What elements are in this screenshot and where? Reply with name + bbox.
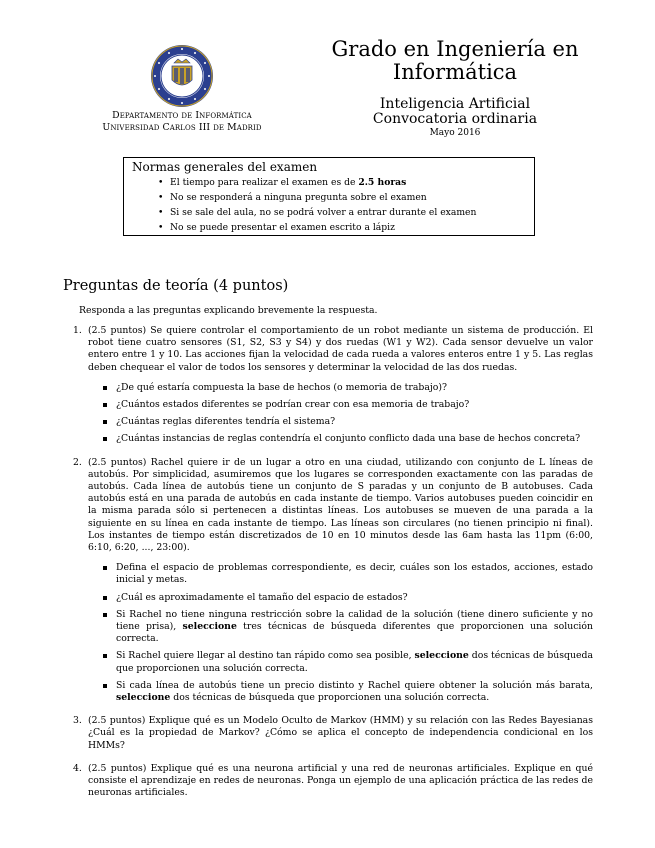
subquestion [102, 399, 593, 411]
question-text: (2.5 puntos) Explique qué es un Modelo Oculto de Markov (HMM) y su relación con las Redes Bayesianas ¿Cuál es la propiedad de Markov? ¿Cómo se aplica el concepto de independencia condicional en los HMMs? [88, 715, 593, 751]
square-bullet-icon [103, 420, 107, 424]
subquestion-text: ¿Cuántas reglas diferentes tendría el sistema? [116, 416, 336, 428]
rule-text: El tiempo para realizar el examen es de [170, 177, 359, 188]
subquestion-text: Si Rachel no tiene ninguna restricción sobre la calidad de la solución (tiene dinero suficiente y no tiene prisa), [116, 608, 593, 633]
rules-title: Normas generales del examen [132, 160, 318, 174]
subquestion-text: ¿Cuántas instancias de reglas contendría el conjunto conflicto dada una base de hechos concreta? [116, 433, 581, 445]
exam-type: Convocatoria ordinaria [372, 111, 538, 127]
section-title: Preguntas de teoría (4 puntos) [63, 278, 289, 294]
section-intro: Responda a las preguntas explicando brevemente la respuesta. [79, 305, 378, 316]
subquestion-list [102, 382, 593, 446]
subquestion [102, 562, 593, 586]
exam-date: Mayo 2016 [429, 128, 481, 138]
rule-item [158, 205, 526, 220]
subquestion-text: Si cada línea de autobús tiene un precio distinto y Rachel quiere obtener la solución más barata, [116, 679, 593, 691]
subquestion-emphasis: seleccione [414, 650, 469, 662]
rule-item [158, 175, 526, 190]
subquestion [102, 382, 593, 394]
rule-text: No se puede presentar el examen escrito a lápiz [170, 222, 395, 233]
exam-rules-box [123, 157, 535, 236]
square-bullet-icon [103, 684, 107, 688]
square-bullet-icon [103, 566, 107, 570]
square-bullet-icon [103, 437, 107, 441]
square-bullet-icon [103, 654, 107, 658]
course-block [330, 97, 580, 127]
subquestion [102, 433, 593, 445]
university-name: Universidad Carlos III de Madrid [102, 122, 262, 133]
rule-text: Si se sale del aula, no se podrá volver a entrar durante el examen [170, 207, 477, 218]
question-number: 4. [73, 762, 82, 774]
question-4 [63, 763, 593, 800]
course-name: Inteligencia Artificial [379, 96, 531, 112]
subquestion-text: dos técnicas de búsqueda que proporcionen una solución correcta. [116, 650, 593, 674]
department-name: Departamento de Informática [112, 110, 252, 121]
subquestion-text: Defina el espacio de problemas correspondiente, es decir, cuáles son los estados, acciones, estado inicial y metas. [116, 562, 593, 586]
subquestion-text: ¿De qué estaría compuesta la base de hechos (o memoria de trabajo)? [116, 381, 447, 393]
rule-item [158, 190, 526, 205]
question-2 [63, 457, 593, 705]
subquestion-text: ¿Cuál es aproximadamente el tamaño del espacio de estados? [116, 591, 408, 603]
question-1 [63, 325, 593, 446]
square-bullet-icon [103, 613, 107, 617]
square-bullet-icon [103, 596, 107, 600]
subquestion [102, 416, 593, 428]
question-text: (2.5 puntos) Explique qué es una neurona artificial y una red de neuronas artificiales. Explique en qué consiste el aprendizaje en redes de neuronas. Ponga un ejemplo de una aplicación práctica de las redes de neuronas artificiales. [88, 762, 593, 799]
question-number: 2. [73, 456, 82, 468]
institution-block [82, 110, 282, 134]
rule-text: No se responderá a ninguna pregunta sobre el examen [170, 192, 427, 203]
question-number: 1. [73, 325, 82, 336]
question-number: 3. [73, 715, 82, 727]
subquestion-text: dos técnicas de búsqueda que proporcionen una solución correcta. [170, 692, 490, 704]
university-seal [150, 44, 214, 108]
question-3 [63, 715, 593, 752]
degree-title [315, 38, 595, 84]
subquestion [102, 609, 593, 646]
subquestion [102, 650, 593, 674]
rule-item [158, 220, 526, 235]
square-bullet-icon [103, 386, 107, 390]
subquestion-text: ¿Cuántos estados diferentes se podrían crear con esa memoria de trabajo? [116, 399, 470, 411]
degree-title-line2: Informática [392, 60, 518, 84]
rule-emphasis: 2.5 horas [358, 177, 407, 188]
degree-title-line1: Grado en Ingeniería en [331, 37, 579, 61]
subquestion-emphasis: seleccione [182, 621, 237, 633]
subquestion [102, 592, 593, 604]
subquestion-text: tres técnicas de búsqueda diferentes que proporcionen una solución correcta. [116, 621, 593, 645]
subquestion-list [102, 562, 593, 704]
subquestion-emphasis: seleccione [116, 692, 171, 704]
subquestion [102, 680, 593, 704]
rules-list [158, 175, 526, 235]
question-text: (2.5 puntos) Se quiere controlar el comportamiento de un robot mediante un sistema de producción. El robot tiene cuatro sensores (S1, S2, S3 y S4) y dos ruedas (W1 y W2). Cada sensor devuelve un valor entero entre 1 y 10. Las acciones fijan la velocidad de cada rueda a valores enteros entre 1 y 5. Las reglas deben chequear el valor de todos los sensores y determinar la velocidad de las dos ruedas. [88, 325, 593, 373]
square-bullet-icon [103, 403, 107, 407]
subquestion-text: Si Rachel quiere llegar al destino tan rápido como sea posible, [116, 650, 415, 662]
question-list [63, 325, 593, 811]
question-text: (2.5 puntos) Rachel quiere ir de un lugar a otro en una ciudad, utilizando con conjunto de L líneas de autobús. Por simplicidad, asumiremos que los lugares se corresponden exactamente con las paradas de autobús. Cada línea de autobús tiene un conjunto de S paradas y un conjunto de B autobuses. Cada autobús está en una parada de autobús en cada instante de tiempo. Varios autobuses pueden coincidir en la misma parada sólo si pertenecen a distintas líneas. Los autobuses se mueven de una parada a la siguiente en su línea en cada instante de tiempo. Las líneas son circulares (no tienen principio ni final). Los instantes de tiempo están discretizados de 10 en 10 minutos desde las 6am hasta las 11pm (6:00, 6:10, 6:20, ..., 23:00). [88, 456, 593, 554]
